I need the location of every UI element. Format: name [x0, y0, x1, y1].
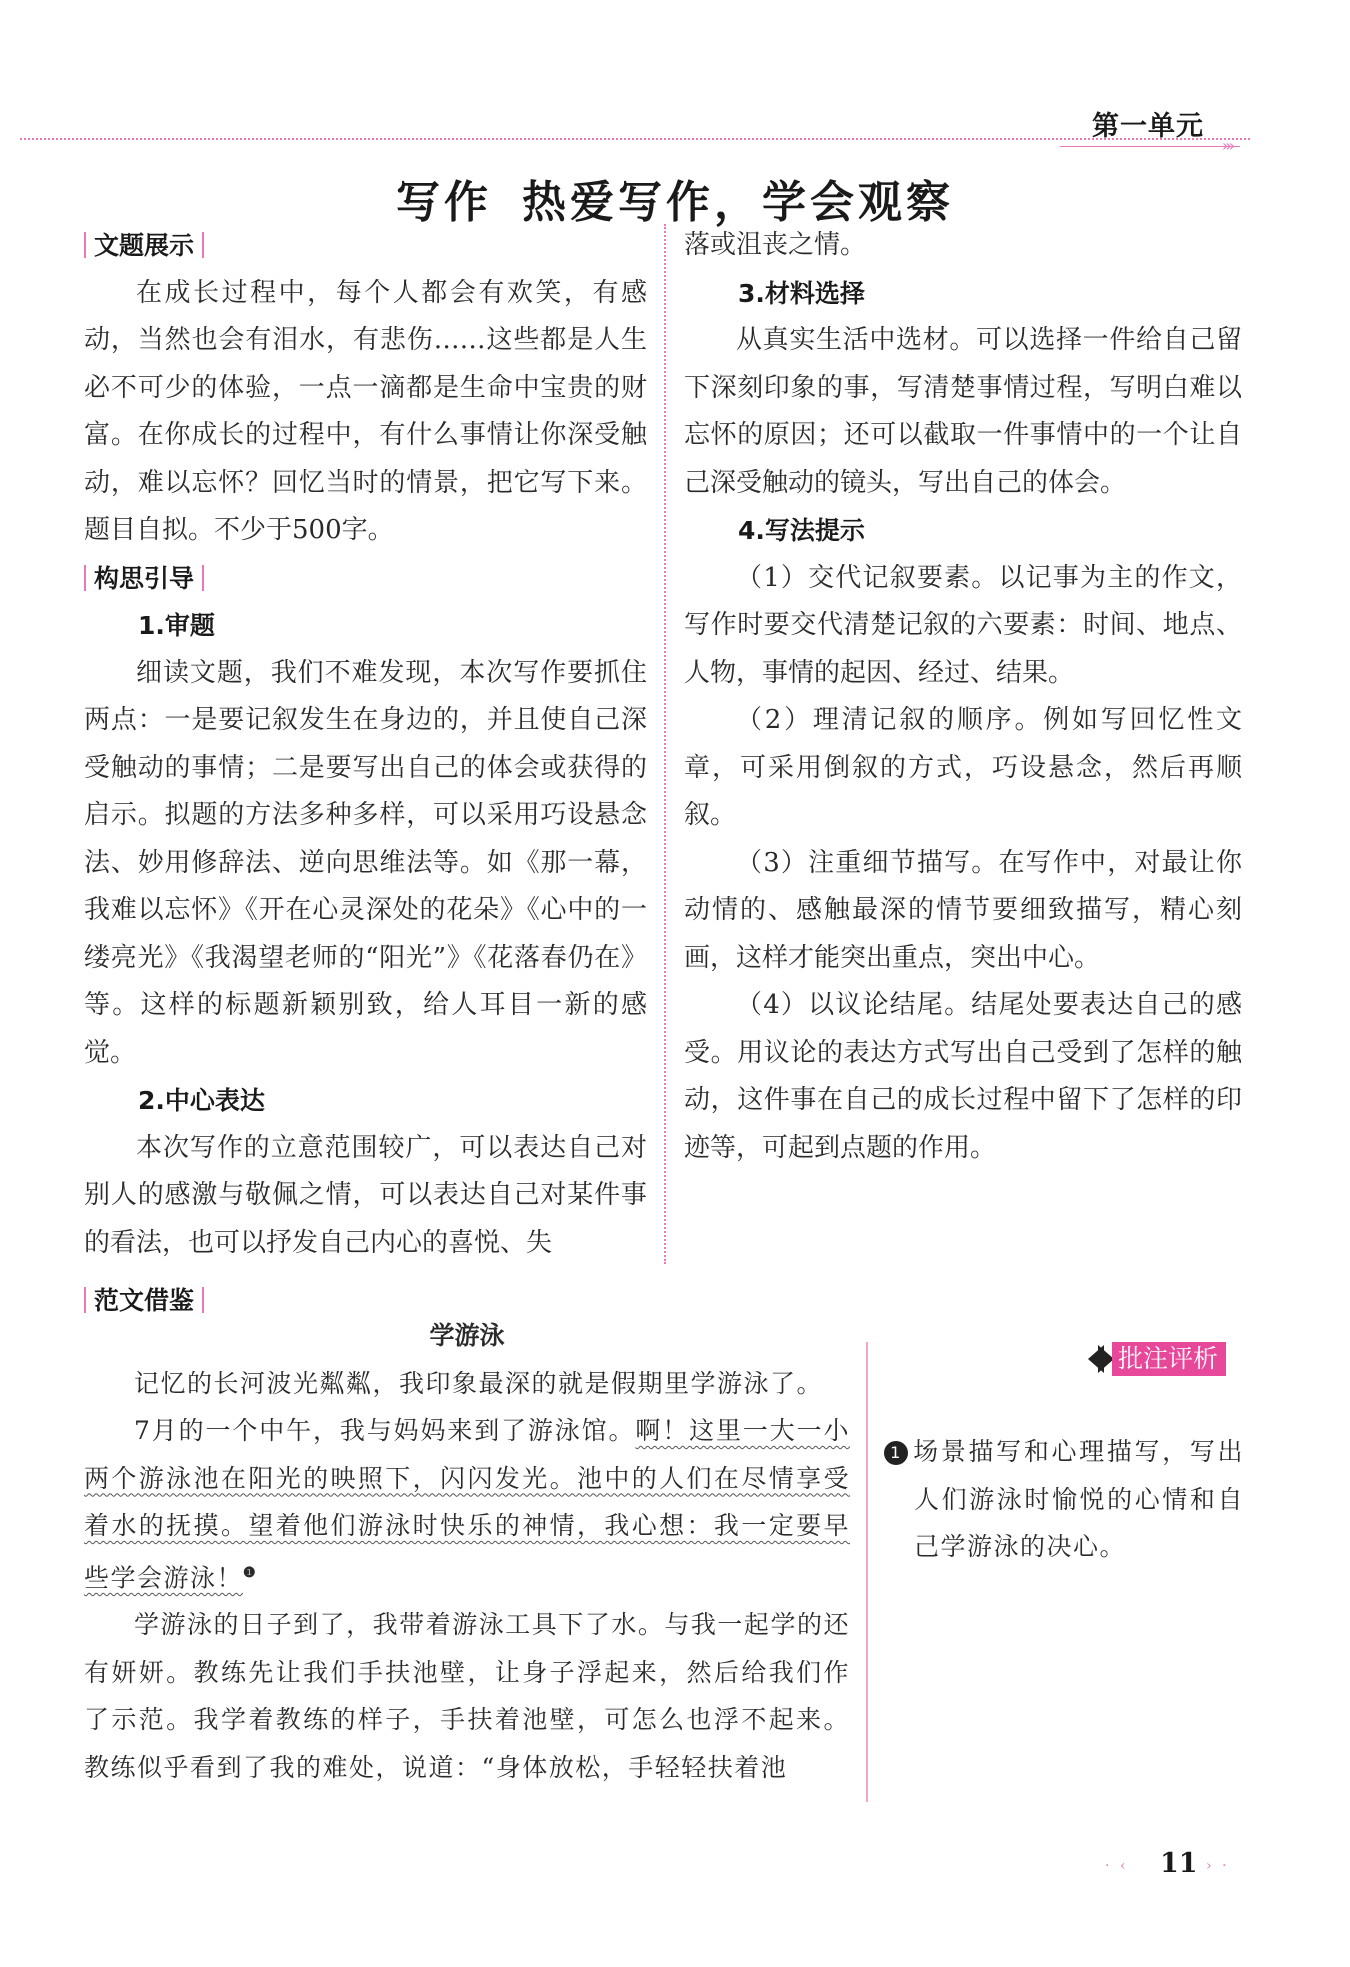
unit-label: 第一单元 — [1092, 111, 1204, 142]
subheading-material: 3.材料选择 — [738, 278, 865, 308]
annotation-divider — [866, 1342, 868, 1802]
subheading-topic: 1.审题 — [138, 611, 215, 640]
essay-paragraph-3: 学游泳的日子到了，我带着游泳工具下了水。与我一起学的还有妍妍。教练先让我们手扶池壁，让身子浮起来，然后给我们作了示范。我学着教练的样子，手扶着池壁，可怎么也浮不起来。教练似乎看到了我的难处，说道：“身体放松，手轻轻扶着池 — [84, 1610, 850, 1782]
subheading-tips: 4.写法提示 — [738, 516, 865, 545]
note-number: 1 — [884, 1441, 908, 1465]
section-heading-sample: 范文借鉴 — [84, 1281, 204, 1317]
header-underline — [1060, 146, 1240, 147]
page-number-dots-left: · ‹ — [1105, 1858, 1129, 1874]
annotation-label: 批注评析 — [1112, 1342, 1226, 1376]
title-part1: 写作 — [396, 177, 492, 228]
left-column — [84, 222, 647, 1267]
column-divider — [664, 224, 666, 1264]
page-title — [0, 166, 1350, 230]
prompt-text: 在成长过程中，每个人都会有欢笑，有感动，当然也会有泪水，有悲伤……这些都是人生必不可少的体验，一点一滴都是生命中宝贵的财富。在你成长的过程中，有什么事情让你深受触动，难以忘怀？回忆当时的情景，把它写下来。题目自拟。不少于500字。 — [84, 277, 647, 545]
note-text: 场景描写和心理描写，写出人们游泳时愉悦的心情和自己学游泳的决心。 — [912, 1437, 1244, 1561]
annotation-ref-1: ❶ — [243, 1564, 258, 1581]
tip-3: （3）注重细节描写。在写作中，对最让你动情的、感触最深的情节要细致描写，精心刻画，这样才能突出重点，突出中心。 — [684, 847, 1242, 973]
sample-essay — [84, 1312, 850, 1791]
tip-4: （4）以议论结尾。结尾处要表达自己的感受。用议论的表达方式写出自己受到了怎样的触动，这件事在自己的成长过程中留下了怎样的印迹等，可起到点题的作用。 — [684, 990, 1242, 1163]
material-paragraph: 从真实生活中选材。可以选择一件给自己留下深刻印象的事，写清楚事情过程，写明白难以忘怀的原因；还可以截取一件事情中的一个让自己深受触动的镜头，写出自己的体会。 — [684, 325, 1242, 498]
tip-1: （1）交代记叙要素。以记事为主的作文，写作时要交代清楚记叙的六要素：时间、地点、人物，事情的起因、经过、结果。 — [684, 562, 1242, 688]
essay-p2-plain: 7月的一个中午，我与妈妈来到了游泳馆。 — [134, 1416, 636, 1445]
title-part2: 热爱写作，学会观察 — [522, 177, 954, 228]
essay-paragraph-2 — [84, 1407, 850, 1601]
tip-2: （2）理清记叙的顺序。例如写回忆性文章，可采用倒叙的方式，巧设悬念，然后再顺叙。 — [684, 705, 1242, 830]
annotation-note — [884, 1428, 1244, 1571]
header-dotted-line — [20, 138, 1250, 140]
essay-p2-annotated: 啊！这里一大一小两个游泳池在阳光的映照下，闪闪发光。池中的人们在尽情享受着水的抚摸。望着他们游泳时快乐的神情，我心想：我一定要早些学会游泳！ — [84, 1416, 850, 1592]
page-number-dots-right: › · — [1206, 1858, 1230, 1874]
essay-title: 学游泳 — [429, 1321, 505, 1350]
theme-paragraph: 本次写作的立意范围较广，可以表达自己对别人的感激与敬佩之情，可以表达自己对某件事的看法，也可以抒发自己内心的喜悦、失 — [84, 1132, 647, 1258]
theme-paragraph-cont: 落或沮丧之情。 — [684, 230, 867, 260]
essay-paragraph-1: 记忆的长河波光粼粼，我印象最深的就是假期里学游泳了。 — [134, 1368, 824, 1398]
right-column — [684, 222, 1242, 1172]
subheading-theme: 2.中心表达 — [138, 1086, 265, 1115]
section-heading-prompt: 文题展示 — [84, 222, 647, 270]
header-arrow-icon: ››› — [1222, 136, 1233, 155]
page-number: 11 — [1160, 1848, 1198, 1879]
section-heading-guide: 构思引导 — [84, 555, 647, 603]
topic-paragraph: 细读文题，我们不难发现，本次写作要抓住两点：一是要记叙发生在身边的，并且使自己深受触动的事情；二是要写出自己的体会或获得的启示。拟题的方法多种多样，可以采用巧设悬念法、妙用修辞法、逆向思维法等。如《那一幕，我难以忘怀》《开在心灵深处的花朵》《心中的一缕亮光》《我渴望老师的“阳光”》《花落春仍在》等。这样的标题新颖别致，给人耳目一新的感觉。 — [84, 657, 647, 1068]
